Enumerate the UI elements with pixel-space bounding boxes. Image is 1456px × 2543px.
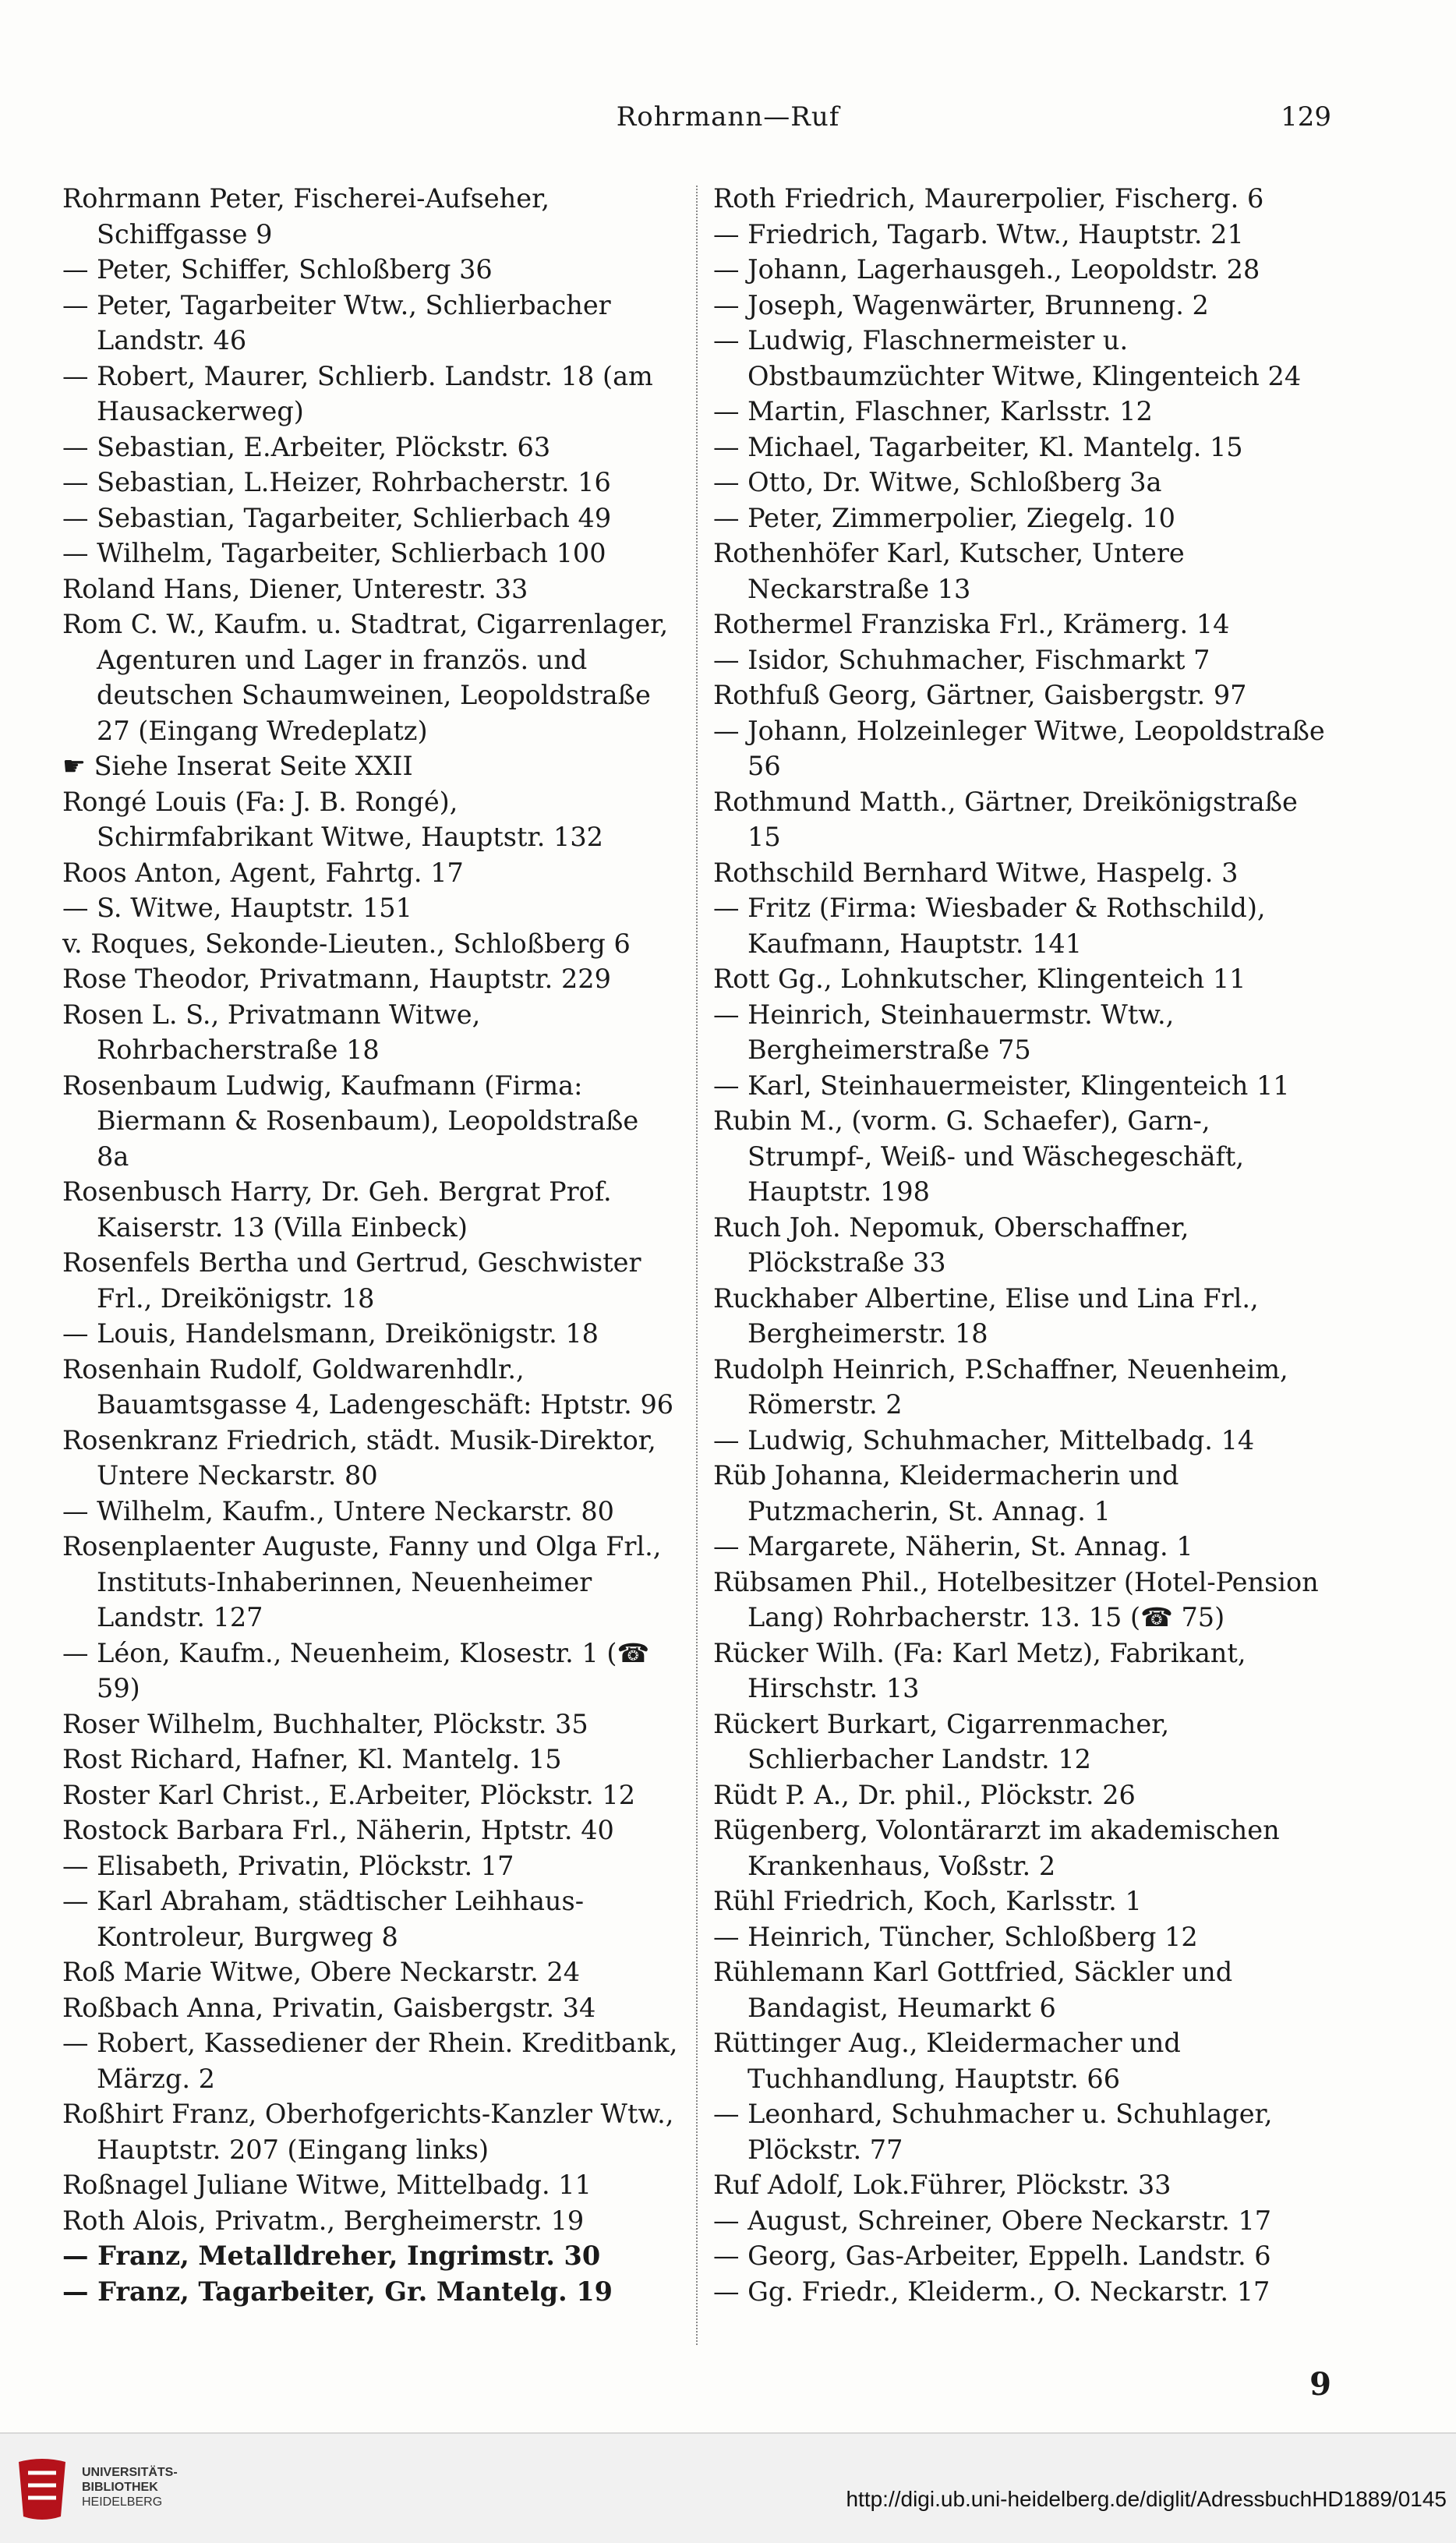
- directory-entry: Roth Alois, Privatm., Bergheimerstr. 19: [62, 2205, 585, 2236]
- directory-entry: — Ludwig, Flaschnermeister u. Obstbaumzüchter Witwe, Klingenteich 24: [713, 325, 1302, 391]
- directory-entry: — Robert, Kassediener der Rhein. Kreditbank, Märzg. 2: [62, 2028, 678, 2094]
- library-logo-icon: [14, 2454, 70, 2523]
- directory-entry: Roß Marie Witwe, Obere Neckarstr. 24: [62, 1957, 581, 1987]
- directory-entry: Rostock Barbara Frl., Näherin, Hptstr. 40: [62, 1815, 614, 1845]
- directory-entry: Rühlemann Karl Gottfried, Säckler und Bandagist, Heumarkt 6: [713, 1957, 1233, 2023]
- directory-entry: — Michael, Tagarbeiter, Kl. Mantelg. 15: [713, 431, 1243, 462]
- directory-entry: — Joseph, Wagenwärter, Brunneng. 2: [713, 289, 1209, 320]
- column-divider: [696, 186, 698, 2345]
- directory-entry: — Léon, Kaufm., Neuenheim, Klosestr. 1 (☎ 59): [62, 1637, 650, 1703]
- directory-entry: — Georg, Gas-Arbeiter, Eppelh. Landstr. 6: [713, 2241, 1271, 2271]
- directory-entry: Roland Hans, Diener, Unterestr. 33: [62, 573, 528, 604]
- directory-entry: Roßnagel Juliane Witwe, Mittelbadg. 11: [62, 2170, 592, 2200]
- directory-entry: — Wilhelm, Kaufm., Untere Neckarstr. 80: [62, 1495, 614, 1526]
- directory-entry: Rott Gg., Lohnkutscher, Klingenteich 11: [713, 964, 1246, 994]
- directory-entry: Rosen L. S., Privatmann Witwe, Rohrbacherstraße 18: [62, 999, 481, 1065]
- right-column: [713, 181, 1329, 2309]
- directory-entry: Rothfuß Georg, Gärtner, Gaisbergstr. 97: [713, 680, 1247, 710]
- directory-entry: Rosenplaenter Auguste, Fanny und Olga Frl., Instituts-Inhaberinnen, Neuenheimer Landstr. 127: [62, 1531, 662, 1632]
- directory-entry: — Heinrich, Tüncher, Schloßberg 12: [713, 1921, 1198, 1952]
- directory-entry: Rubin M., (vorm. G. Schaefer), Garn-, Strumpf-, Weiß- und Wäschegeschäft, Hauptstr. 198: [713, 1105, 1244, 1207]
- page-number: 129: [1281, 101, 1331, 133]
- page-header: [0, 94, 1456, 140]
- directory-entry: ☛ Siehe Inserat Seite XXII: [62, 751, 413, 781]
- directory-entry: Rosenbaum Ludwig, Kaufmann (Firma: Biermann & Rosenbaum), Leopoldstraße 8a: [62, 1070, 639, 1172]
- directory-entry: Rothmund Matth., Gärtner, Dreikönigstraße 15: [713, 786, 1298, 852]
- directory-entry: Roster Karl Christ., E.Arbeiter, Plöckstr. 12: [62, 1779, 636, 1810]
- directory-entry: — Peter, Zimmerpolier, Ziegelg. 10: [713, 502, 1175, 533]
- directory-entry: — Elisabeth, Privatin, Plöckstr. 17: [62, 1850, 514, 1881]
- directory-entry: Rothermel Franziska Frl., Krämerg. 14: [713, 609, 1230, 639]
- directory-entry: Ruch Joh. Nepomuk, Oberschaffner, Plöckstraße 33: [713, 1211, 1189, 1278]
- directory-entry: — Johann, Holzeinleger Witwe, Leopoldstraße 56: [713, 715, 1325, 781]
- directory-entry: Rudolph Heinrich, P.Schaffner, Neuenheim, Römerstr. 2: [713, 1353, 1288, 1420]
- directory-entry: — Louis, Handelsmann, Dreikönigstr. 18: [62, 1318, 599, 1349]
- directory-entry: Rücker Wilh. (Fa: Karl Metz), Fabrikant, Hirschstr. 13: [713, 1637, 1246, 1703]
- library-name-line1: UNIVERSITÄTS-: [82, 2466, 178, 2479]
- directory-entry: — S. Witwe, Hauptstr. 151: [62, 893, 412, 923]
- directory-entry: Rückert Burkart, Cigarrenmacher, Schlierbacher Landstr. 12: [713, 1708, 1170, 1774]
- directory-entry: Rühl Friedrich, Koch, Karlsstr. 1: [713, 1886, 1142, 1916]
- directory-entry: Rohrmann Peter, Fischerei-Aufseher, Schiffgasse 9: [62, 183, 550, 249]
- directory-entry: Rom C. W., Kaufm. u. Stadtrat, Cigarrenlager, Agenturen und Lager in französ. und deutschen Schaumweinen, Leopoldstraße 27 (Eingang Wredeplatz): [62, 609, 669, 746]
- directory-entry: — Leonhard, Schuhmacher u. Schuhlager, Plöckstr. 77: [713, 2099, 1273, 2165]
- footer-bar: [0, 2432, 1456, 2543]
- directory-entry: — Isidor, Schuhmacher, Fischmarkt 7: [713, 644, 1210, 675]
- directory-entry: — Sebastian, E.Arbeiter, Plöckstr. 63: [62, 431, 551, 462]
- directory-entry: — August, Schreiner, Obere Neckarstr. 17: [713, 2205, 1272, 2236]
- directory-entry: v. Roques, Sekonde-Lieuten., Schloßberg 6: [62, 928, 631, 959]
- directory-entry: Rüdt P. A., Dr. phil., Plöckstr. 26: [713, 1779, 1136, 1810]
- directory-entry: — Peter, Schiffer, Schloßberg 36: [62, 254, 493, 285]
- directory-entry: Roßhirt Franz, Oberhofgerichts-Kanzler Wtw., Hauptstr. 207 (Eingang links): [62, 2099, 674, 2165]
- directory-entry: — Wilhelm, Tagarbeiter, Schlierbach 100: [62, 538, 606, 568]
- directory-entry: Rose Theodor, Privatmann, Hauptstr. 229: [62, 964, 611, 994]
- directory-entry: — Gg. Friedr., Kleiderm., O. Neckarstr. 17: [713, 2276, 1270, 2307]
- directory-entry: — Karl, Steinhauermeister, Klingenteich 11: [713, 1070, 1290, 1101]
- directory-entry: — Heinrich, Steinhauermstr. Wtw., Bergheimerstraße 75: [713, 999, 1175, 1065]
- directory-entry: Rothschild Bernhard Witwe, Haspelg. 3: [713, 857, 1239, 888]
- directory-entry: — Peter, Tagarbeiter Wtw., Schlierbacher Landstr. 46: [62, 289, 611, 355]
- directory-entry: Rosenkranz Friedrich, städt. Musik-Direktor, Untere Neckarstr. 80: [62, 1424, 656, 1491]
- directory-entry: Rosenhain Rudolf, Goldwarenhdlr., Bauamtsgasse 4, Ladengeschäft: Hptstr. 96: [62, 1353, 674, 1420]
- directory-entry: — Robert, Maurer, Schlierb. Landstr. 18 (am Hausackerweg): [62, 360, 653, 426]
- directory-entry: — Franz, Metalldreher, Ingrimstr. 30: [62, 2241, 601, 2271]
- directory-entry: — Sebastian, Tagarbeiter, Schlierbach 49: [62, 502, 612, 533]
- directory-entry: — Margarete, Näherin, St. Annag. 1: [713, 1531, 1193, 1562]
- directory-entry: — Ludwig, Schuhmacher, Mittelbadg. 14: [713, 1424, 1255, 1455]
- directory-entry: Rosenfels Bertha und Gertrud, Geschwister Frl., Dreikönigstr. 18: [62, 1247, 641, 1314]
- directory-entry: — Martin, Flaschner, Karlsstr. 12: [713, 396, 1153, 426]
- directory-entry: — Sebastian, L.Heizer, Rohrbacherstr. 16: [62, 467, 611, 497]
- signature-mark: 9: [1309, 2366, 1331, 2403]
- directory-entry: Roßbach Anna, Privatin, Gaisbergstr. 34: [62, 1992, 596, 2023]
- directory-entry: Rüttinger Aug., Kleidermacher und Tuchhandlung, Hauptstr. 66: [713, 2028, 1181, 2094]
- library-name-line3: HEIDELBERG: [82, 2495, 163, 2509]
- directory-entry: Roos Anton, Agent, Fahrtg. 17: [62, 857, 464, 888]
- library-name: [82, 2465, 178, 2509]
- directory-entry: Rüb Johanna, Kleidermacherin und Putzmacherin, St. Annag. 1: [713, 1460, 1179, 1526]
- directory-entry: — Johann, Lagerhausgeh., Leopoldstr. 28: [713, 254, 1260, 285]
- directory-entry: Rübsamen Phil., Hotelbesitzer (Hotel-Pension Lang) Rohrbacherstr. 13. 15 (☎ 75): [713, 1566, 1319, 1632]
- directory-entry: Ruf Adolf, Lok.Führer, Plöckstr. 33: [713, 2170, 1172, 2200]
- directory-entry: — Karl Abraham, städtischer Leihhaus-Kontroleur, Burgweg 8: [62, 1886, 585, 1952]
- source-url-link[interactable]: http://digi.ub.uni-heidelberg.de/diglit/AdressbuchHD1889/0145: [846, 2487, 1447, 2511]
- directory-entry: — Otto, Dr. Witwe, Schloßberg 3a: [713, 467, 1162, 497]
- directory-entry: Rongé Louis (Fa: J. B. Rongé), Schirmfabrikant Witwe, Hauptstr. 132: [62, 786, 603, 852]
- library-name-line2: BIBLIOTHEK: [82, 2481, 158, 2494]
- directory-entry: Ruckhaber Albertine, Elise und Lina Frl., Bergheimerstr. 18: [713, 1282, 1259, 1349]
- directory-entry: Rothenhöfer Karl, Kutscher, Untere Neckarstraße 13: [713, 538, 1185, 604]
- directory-entry: — Fritz (Firma: Wiesbader & Rothschild), Kaufmann, Hauptstr. 141: [713, 893, 1266, 959]
- directory-entry: Rosenbusch Harry, Dr. Geh. Bergrat Prof. Kaiserstr. 13 (Villa Einbeck): [62, 1176, 612, 1243]
- left-column: [62, 181, 678, 2309]
- directory-entry: — Friedrich, Tagarb. Wtw., Hauptstr. 21: [713, 218, 1244, 249]
- running-head: Rohrmann—Ruf: [616, 101, 840, 133]
- directory-entry: Rost Richard, Hafner, Kl. Mantelg. 15: [62, 1744, 562, 1774]
- directory-entry: Rügenberg, Volontärarzt im akademischen Krankenhaus, Voßstr. 2: [713, 1815, 1280, 1881]
- directory-entry: Roser Wilhelm, Buchhalter, Plöckstr. 35: [62, 1708, 588, 1739]
- directory-entry: Roth Friedrich, Maurerpolier, Fischerg. 6: [713, 183, 1264, 214]
- directory-entry: — Franz, Tagarbeiter, Gr. Mantelg. 19: [62, 2276, 613, 2307]
